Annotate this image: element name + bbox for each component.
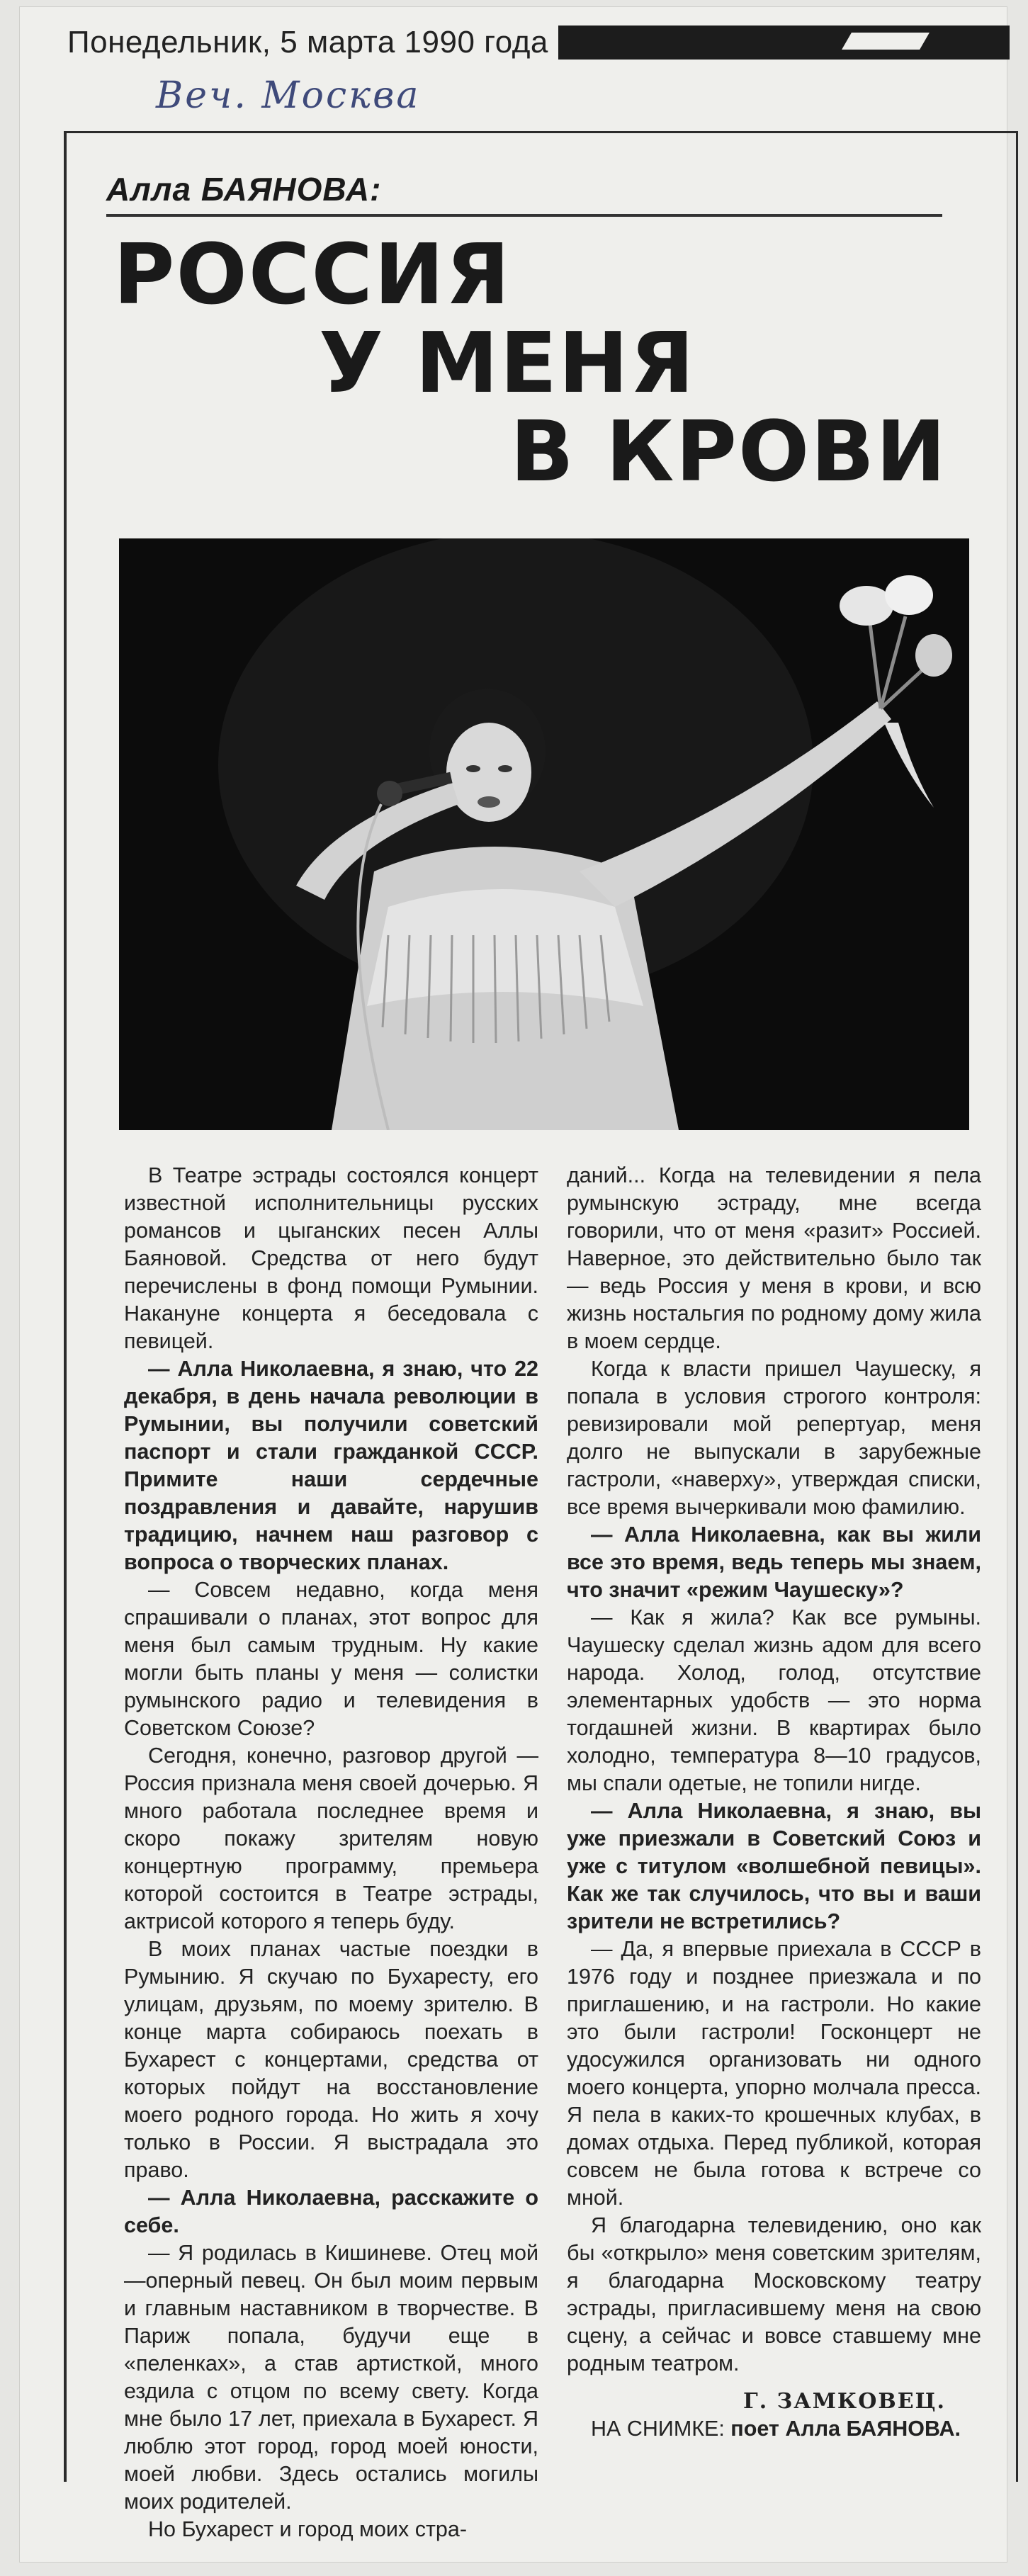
caption-label: НА СНИМКЕ:: [591, 2417, 725, 2441]
headline-line-2: У МЕНЯ: [319, 314, 696, 412]
article-paragraph: — Я родилась в Кишиневе. Отец мой—оперный певец. Он был моим первым и главным наставником в творчестве. В Париж попала, будучи еще в «пеленках», а став артисткой, много ездила с отцом по всему свету. Когда мне было 17 лет, приехала в Бухарест. Я люблю этот город, город моей юности, моей любви. Здесь остались могилы моих родителей.: [124, 2241, 538, 2514]
article-headline: [103, 225, 974, 500]
article-paragraph: даний... Когда на телевидении я пела румынскую эстраду, мне всегда говорили, что от меня «разит» Россией. Наверное, это действительно было так — ведь Россия у меня в крови, и всю жизнь ностальгия по родному дому жила в моем сердце.: [567, 1163, 981, 1353]
article-paragraph: Но Бухарест и город моих стра-: [148, 2517, 467, 2541]
interview-question: — Алла Николаевна, расскажите о себе.: [124, 2186, 538, 2237]
article-column-right: [567, 1162, 981, 2543]
article-column-left: [124, 1162, 538, 2543]
article-paragraph: Сегодня, конечно, разговор другой — Россия признала меня своей дочерью. Я много работала последнее время и скоро покажу зрителям новую концертную программу, премьера которой состоится в Театре эстрады, актрисой которого я теперь буду.: [124, 1744, 538, 1933]
headline-line-3: В КРОВИ: [510, 402, 947, 500]
author-signature: Г. ЗАМКОВЕЦ.: [743, 2389, 946, 2414]
newspaper-header: [67, 21, 1010, 64]
article-paragraph: — Как я жила? Как все румыны. Чаушеску сделал жизнь адом для всего народа. Холод, голод, отсутствие элементарных удобств — это норма тогдашней жизни. В квартирах было холодно, температура 8—10 градусов, мы спали одетые, не топили нигде.: [567, 1605, 981, 1795]
article-paragraph: — Да, я впервые приехала в СССР в 1976 году и позднее приезжала и по приглашению, и на гастроли. Но какие это были гастроли! Госконцерт не удосужился организовать ни одного моего концерта, упорно молчала пресса. Я пела в каких-то крошечных клубах, в домах отдыха. Перед публикой, которая совсем не была готова к встрече со мной.: [567, 1937, 981, 2210]
byline-divider: [106, 214, 942, 217]
photo-caption: [567, 2415, 981, 2443]
interview-question: — Алла Николаевна, я знаю, вы уже приезжали в Советский Союз и уже с титулом «волшебной певицы». Как же так случилось, что вы и ваши зрители не встретились?: [567, 1799, 981, 1933]
article-paragraph: — Совсем недавно, когда меня спрашивали о планах, этот вопрос для меня был самым трудным. Ну какие могли быть планы у меня — солистки румынского радио и телевидения в Советском Союзе?: [124, 1578, 538, 1740]
article-column-right-paragraphs: [567, 1162, 981, 2378]
singer-photo: [119, 538, 969, 1130]
article-paragraph: В Театре эстрады состоялся концерт известной исполнительницы русских романсов и цыганских песен Аллы Баяновой. Средства от него будут перечислены в фонд помощи Румынии. Накануне концерта я беседовала с певицей.: [124, 1163, 538, 1353]
singer-photo-illustration: [119, 538, 969, 1130]
article-body: [124, 1162, 988, 2543]
article-paragraph: Я благодарна телевидению, оно как бы «открыло» меня советским зрителям, я благодарна Московскому театру эстрады, пригласившему меня на свою сцену, а сейчас и вовсе ставшему мне родным театром.: [567, 2213, 981, 2376]
article-paragraph: В моих планах частые поездки в Румынию. Я скучаю по Бухаресту, его улицам, друзьям, по моему зрителю. В конце марта собираюсь поехать в Бухарест с концертами, средства от которых пойдут на восстановление моего родного города. Но жить я хочу только в России. Я выстрадала это право.: [124, 1937, 538, 2182]
article-paragraph: Когда к власти пришел Чаушеску, я попала в условия строгого контроля: ревизировали мой репертуар, меня долго не выпускали в зарубежные гастроли, «наверху», утверждая списки, все время вычеркивали мою фамилию.: [567, 1357, 981, 1519]
issue-date: Понедельник, 5 марта 1990 года: [67, 25, 548, 60]
headline-line-1: РОССИЯ: [113, 225, 512, 323]
article-byline: Алла БАЯНОВА:: [106, 171, 382, 208]
caption-text: поет Алла БАЯНОВА.: [730, 2417, 961, 2441]
handwritten-source-note: Веч. Москва: [156, 74, 421, 117]
interview-question: — Алла Николаевна, я знаю, что 22 декабря, в день начала революции в Румынии, вы получили советский паспорт и стали гражданкой СССР. Примите наши сердечные поздравления и давайте, нарушив традицию, начнем наш разговор с вопроса о творческих планах.: [124, 1357, 538, 1574]
header-masthead-bar: [558, 26, 1010, 60]
interview-question: — Алла Николаевна, как вы жили все это время, ведь теперь мы знаем, что значит «режим Чаушеску»?: [567, 1523, 981, 1602]
